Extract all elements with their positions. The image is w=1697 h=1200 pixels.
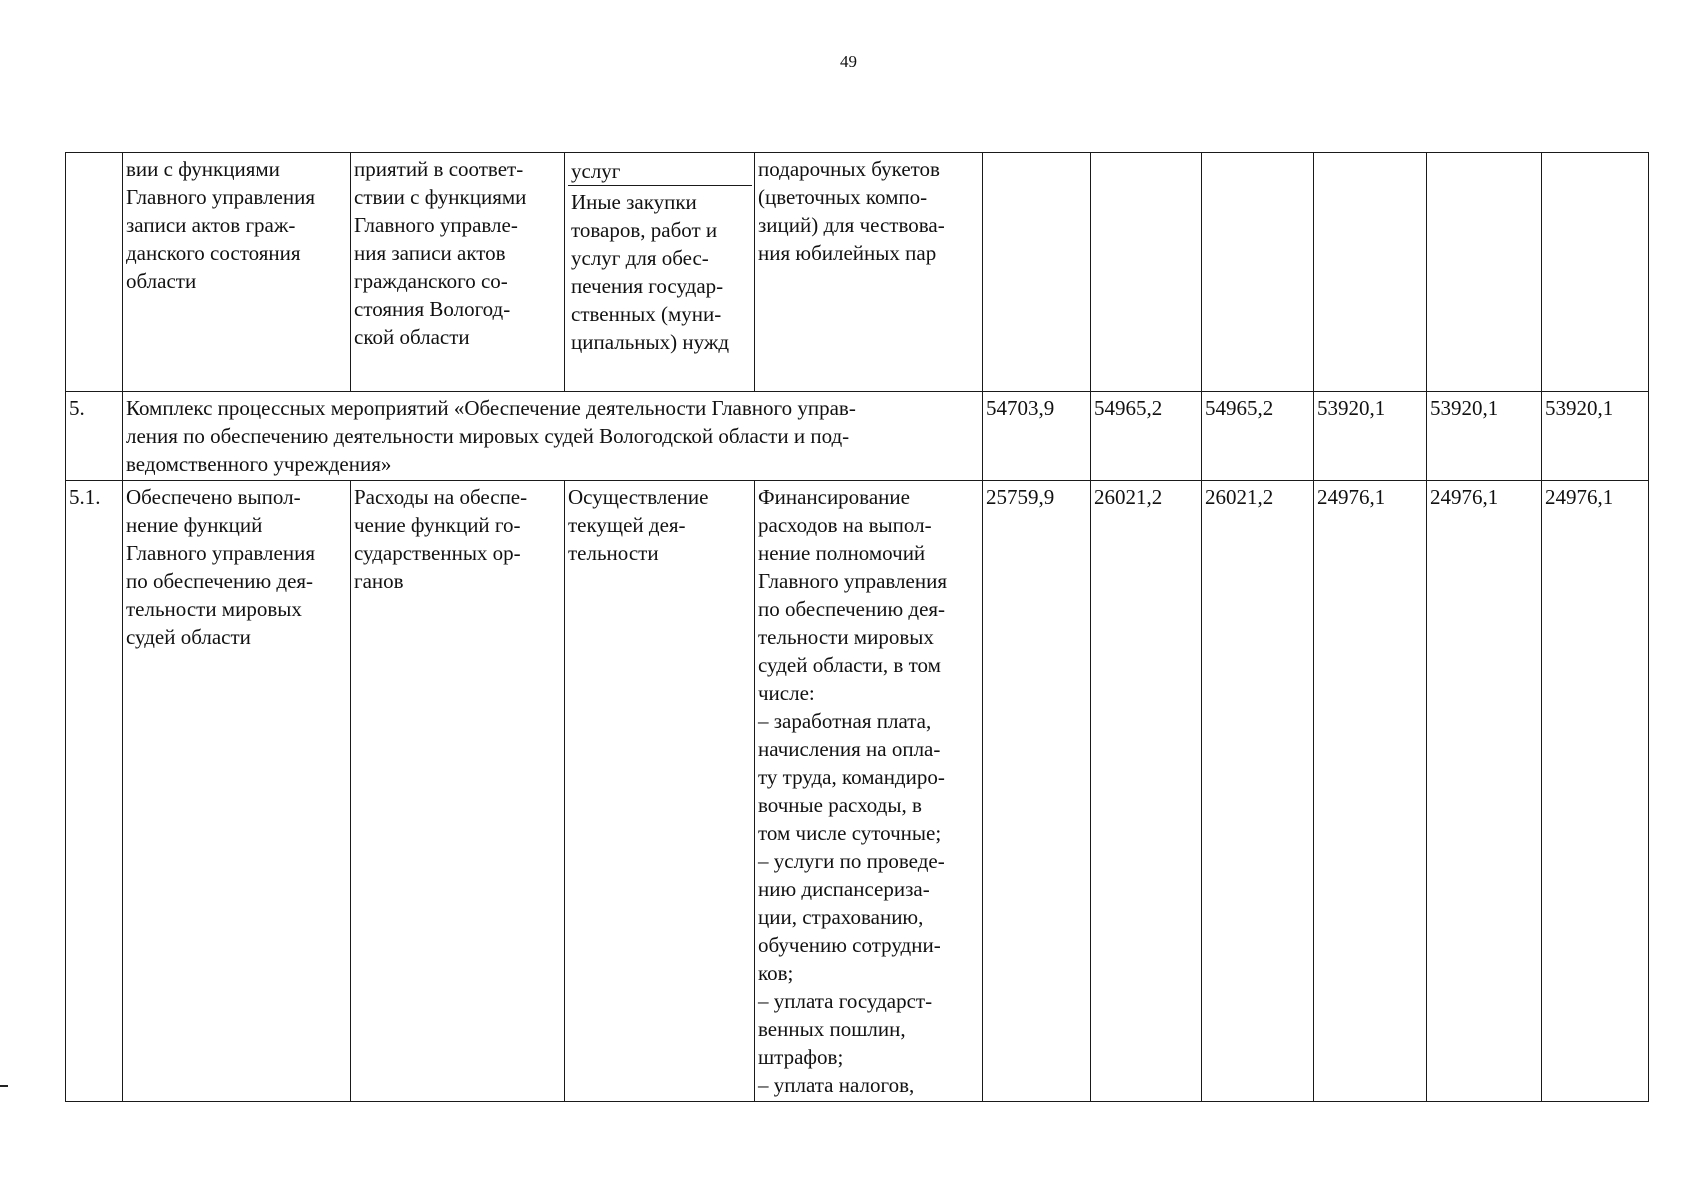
- description-cell: [755, 481, 983, 1102]
- value-cell: 24976,1: [1542, 481, 1649, 1102]
- value-cell: [1542, 153, 1649, 392]
- value-cell: [983, 153, 1091, 392]
- row-number-cell: 5.: [66, 392, 123, 481]
- result-cell: [123, 481, 351, 1102]
- expense-type-top-text: услуг: [568, 155, 752, 186]
- margin-mark: [0, 1085, 8, 1087]
- value-cell: 53920,1: [1314, 392, 1427, 481]
- value-cell: 24976,1: [1314, 481, 1427, 1102]
- expense-type-bottom-text: Иные закупки товаров, работ и услуг для обес- печения государ- ственных (муни- ципальных) нужд: [571, 190, 730, 354]
- value-cell: 25759,9: [983, 481, 1091, 1102]
- expense-direction-cell: [351, 153, 565, 392]
- budget-table: [65, 152, 1649, 1102]
- value-cell: 26021,2: [1091, 481, 1202, 1102]
- value-cell: 54965,2: [1091, 392, 1202, 481]
- complex-description-cell: [123, 392, 983, 481]
- row-number-cell: 5.1.: [66, 481, 123, 1102]
- result-text: Обеспечено выпол- нение функций Главного управления по обеспечению дея- тельности мировых судей области: [126, 485, 315, 649]
- table-row: [66, 481, 1649, 1102]
- row-number-cell: [66, 153, 123, 392]
- value-cell: [1091, 153, 1202, 392]
- page-number: 49: [840, 52, 857, 71]
- expense-type-cell: [565, 153, 755, 392]
- value-cell: 24976,1: [1427, 481, 1542, 1102]
- complex-description-text: Комплекс процессных мероприятий «Обеспечение деятельности Главного управ- ления по обеспечению деятельности мировых судей Вологодской области и под- ведомственного учреждения»: [126, 396, 856, 476]
- value-cell: 54703,9: [983, 392, 1091, 481]
- description-text: подарочных букетов (цветочных компо- зиций) для чествова- ния юбилейных пар: [758, 157, 945, 265]
- expense-type-cell: [565, 481, 755, 1102]
- value-cell: [1202, 153, 1314, 392]
- value-cell: 53920,1: [1542, 392, 1649, 481]
- description-cell: [755, 153, 983, 392]
- expense-type-text: Осуществление текущей дея- тельности: [568, 485, 709, 565]
- table-row: [66, 153, 1649, 392]
- value-cell: 26021,2: [1202, 481, 1314, 1102]
- table-row: [66, 392, 1649, 481]
- value-cell: [1314, 153, 1427, 392]
- value-cell: [1427, 153, 1542, 392]
- value-cell: 53920,1: [1427, 392, 1542, 481]
- value-cell: 54965,2: [1202, 392, 1314, 481]
- result-cell: [123, 153, 351, 392]
- expense-direction-text: приятий в соответ- ствии с функциями Главного управле- ния записи актов гражданского со- стояния Вологод- ской области: [354, 157, 527, 349]
- description-text: Финансирование расходов на выпол- нение полномочий Главного управления по обеспечению дея- тельности мировых судей области, в том числе: – заработная плата, начисления на опла- ту труда, командиро- вочные расходы, в том числе суточные; – услуги по проведе- нию диспансеризa- ции, страхованию, обучению сотрудни- ков; – уплата государст- венных пошлин, штрафов; – уплата налогов,: [758, 485, 947, 1097]
- result-text: вии с функциями Главного управления записи актов граж- данского состояния области: [126, 157, 315, 293]
- expense-direction-text: Расходы на обеспе- чение функций го- сударственных ор- ганов: [354, 485, 528, 593]
- expense-direction-cell: [351, 481, 565, 1102]
